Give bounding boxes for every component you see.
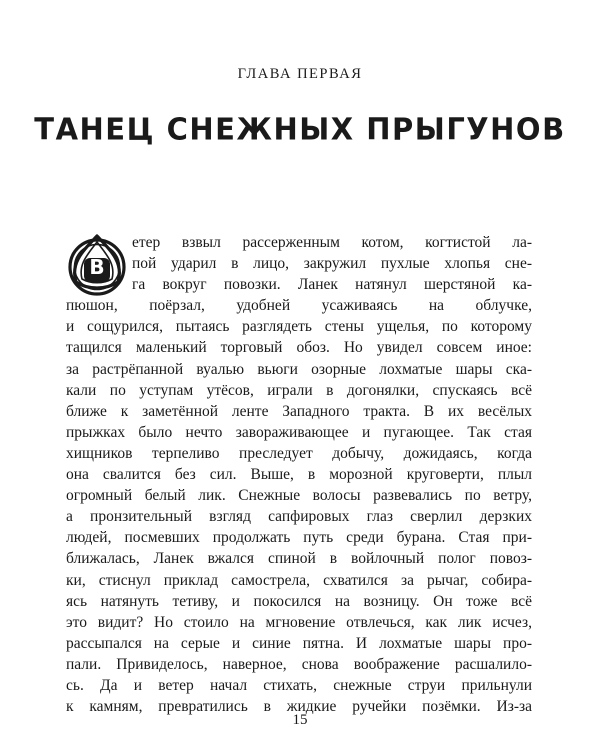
dropcap-letter: В: [89, 255, 105, 279]
text-line: кали по уступам утёсов, играли в догонялки, спускаясь всё: [66, 381, 532, 399]
text-line: это видит? Но стоило на мгновение отвлечься, как лик исчез,: [66, 613, 532, 631]
text-line: ближалась, Ланек вжался спиной в войлочный полог повоз-: [66, 550, 532, 568]
text-line: людей, посмевших продолжать путь среди бурана. Стая при-: [66, 529, 532, 547]
text-line: и сощурился, пытаясь разглядеть стены ущелья, по которому: [66, 318, 532, 336]
text-line: огромный белый лик. Снежные волосы развевались по ветру,: [66, 487, 532, 505]
text-line: хищников терпеливо преследует добычу, дожидаясь, когда: [66, 444, 532, 462]
text-line: пюшон, поёрзал, удобней усаживаясь на облучке,: [66, 297, 532, 315]
text-line: прыжках было нечто завораживающее и пугающее. Так стая: [66, 423, 532, 441]
text-line: пали. Привиделось, наверное, снова воображение расшалило-: [66, 655, 532, 673]
text-line: а пронзительный взгляд сапфировых глаз сверлил дерзких: [66, 508, 532, 526]
page-number: 15: [292, 712, 308, 728]
text-line: рассыпался на серые и синие пятна. И лохматые шары про-: [66, 634, 532, 652]
text-line: ближе к заметённой ленте Западного тракта. В их весёлых: [66, 402, 532, 420]
chapter-title: ТАНЕЦ СНЕЖНЫХ ПРЫГУНОВ: [34, 111, 566, 147]
text-line: етер взвыл рассерженным котом, когтистой ла-: [132, 234, 532, 251]
text-line: сь. Да и ветер начал стихать, снежные струи прильнули: [66, 676, 532, 694]
text-line: ясь натянуть тетиву, и покосился на возницу. Он тоже всё: [66, 592, 532, 610]
text-line: ки, стиснул приклад самострела, схватился за рычаг, собира-: [66, 571, 532, 589]
text-line: тащился маленький торговый обоз. Но увидел совсем иное:: [66, 339, 532, 357]
text-line: она свалится без сил. Выше, в морозной круговерти, плыл: [66, 466, 532, 484]
chapter-paragraph: [66, 232, 532, 717]
text-line: пой ударил в лицо, закружил пухлые хлопья сне-: [132, 255, 532, 273]
chapter-label: ГЛАВА ПЕРВАЯ: [237, 66, 363, 82]
text-line: к камням, превратились в жидкие ручейки позёмки. Из-за: [66, 698, 532, 716]
text-line: за растрёпанной вуалью вьюги озорные лохматые шары ска-: [66, 360, 532, 378]
text-line: га вокруг повозки. Ланек натянул шерстяной ка-: [132, 276, 532, 294]
